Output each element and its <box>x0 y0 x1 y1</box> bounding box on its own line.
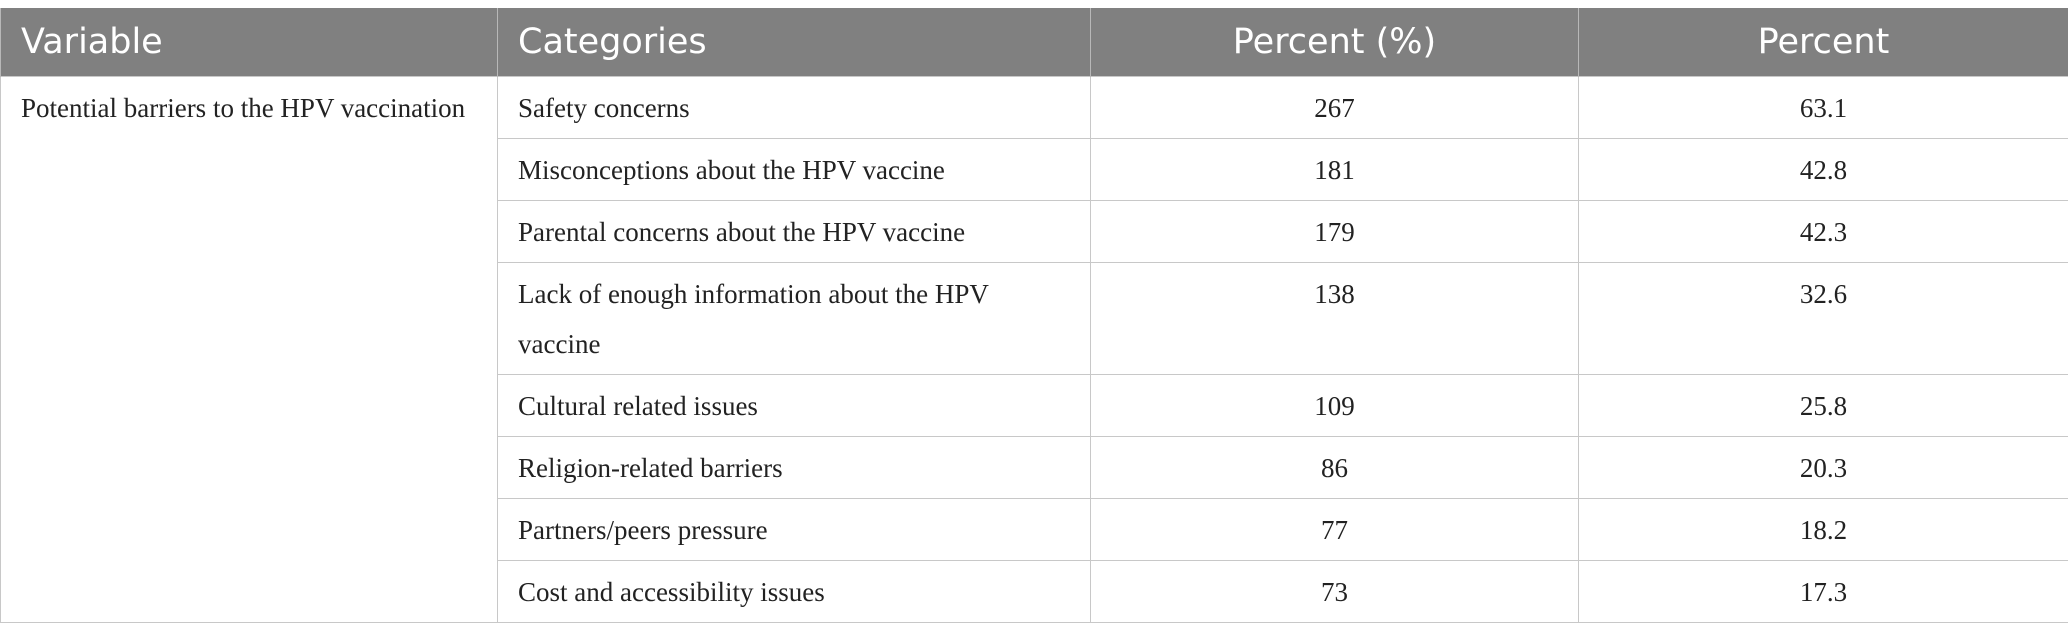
category-cell: Safety concerns <box>498 77 1091 139</box>
category-cell: Misconceptions about the HPV vaccine <box>498 139 1091 201</box>
category-cell: Cost and accessibility issues <box>498 561 1091 623</box>
header-variable: Variable <box>1 8 498 77</box>
category-cell: Cultural related issues <box>498 375 1091 437</box>
category-cell: Religion-related barriers <box>498 437 1091 499</box>
count-cell: 181 <box>1091 139 1579 201</box>
data-table-container <box>0 8 2068 623</box>
header-percent: Percent <box>1579 8 2068 77</box>
category-cell: Parental concerns about the HPV vaccine <box>498 201 1091 263</box>
percent-cell: 18.2 <box>1579 499 2068 561</box>
variable-cell: Potential barriers to the HPV vaccination <box>1 77 498 623</box>
percent-cell: 32.6 <box>1579 263 2068 375</box>
table-header <box>1 8 2068 77</box>
count-cell: 73 <box>1091 561 1579 623</box>
percent-cell: 20.3 <box>1579 437 2068 499</box>
header-row <box>1 8 2068 77</box>
table-row <box>1 77 2068 139</box>
count-cell: 109 <box>1091 375 1579 437</box>
barriers-table <box>0 8 2068 623</box>
count-cell: 179 <box>1091 201 1579 263</box>
percent-cell: 42.3 <box>1579 201 2068 263</box>
percent-cell: 25.8 <box>1579 375 2068 437</box>
count-cell: 77 <box>1091 499 1579 561</box>
category-cell: Partners/peers pressure <box>498 499 1091 561</box>
category-cell: Lack of enough information about the HPV vaccine <box>498 263 1091 375</box>
header-percent-symbol: Percent (%) <box>1091 8 1579 77</box>
count-cell: 86 <box>1091 437 1579 499</box>
percent-cell: 42.8 <box>1579 139 2068 201</box>
header-categories: Categories <box>498 8 1091 77</box>
count-cell: 267 <box>1091 77 1579 139</box>
count-cell: 138 <box>1091 263 1579 375</box>
percent-cell: 63.1 <box>1579 77 2068 139</box>
table-body <box>1 77 2068 623</box>
percent-cell: 17.3 <box>1579 561 2068 623</box>
